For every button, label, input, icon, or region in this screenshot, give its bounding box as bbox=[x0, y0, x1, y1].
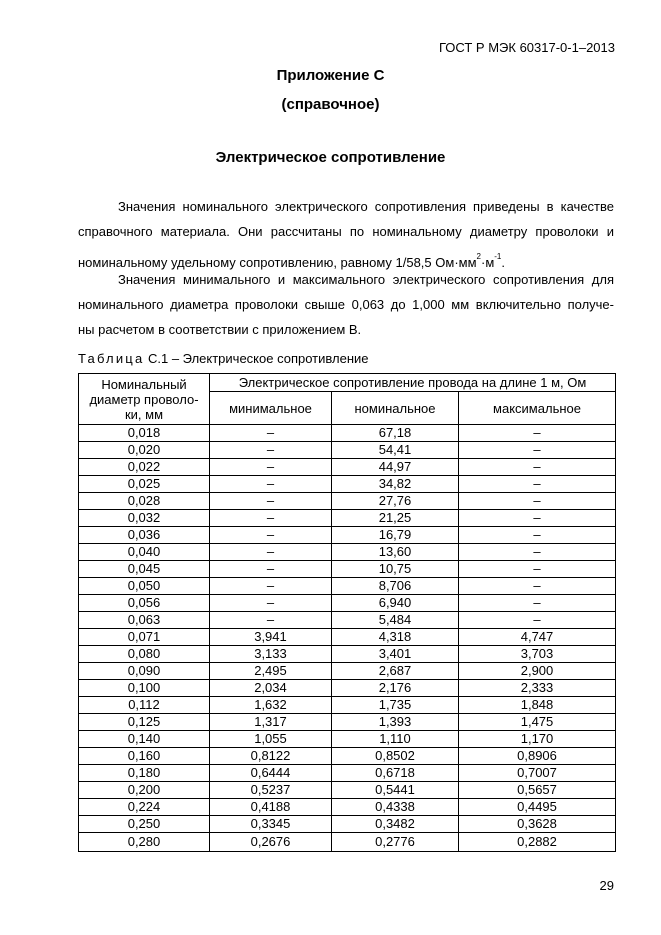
cell-minimum: 3,133 bbox=[210, 646, 332, 663]
cell-maximum: – bbox=[459, 459, 616, 476]
cell-diameter: 0,022 bbox=[79, 459, 210, 476]
cell-minimum: 0,6444 bbox=[210, 765, 332, 782]
cell-nominal: 67,18 bbox=[332, 425, 459, 442]
cell-nominal: 13,60 bbox=[332, 544, 459, 561]
cell-nominal: 16,79 bbox=[332, 527, 459, 544]
cell-diameter: 0,160 bbox=[79, 748, 210, 765]
table-row bbox=[79, 663, 616, 680]
cell-maximum: 0,8906 bbox=[459, 748, 616, 765]
table-row bbox=[79, 765, 616, 782]
cell-nominal: 2,176 bbox=[332, 680, 459, 697]
cell-diameter: 0,125 bbox=[79, 714, 210, 731]
cell-diameter: 0,080 bbox=[79, 646, 210, 663]
exponent-m: -1 bbox=[494, 252, 502, 261]
cell-maximum: – bbox=[459, 578, 616, 595]
cell-nominal: 0,8502 bbox=[332, 748, 459, 765]
table-row bbox=[79, 731, 616, 748]
appendix-subtitle: (справочное) bbox=[281, 96, 380, 113]
cell-maximum: 3,703 bbox=[459, 646, 616, 663]
cell-maximum: – bbox=[459, 476, 616, 493]
table-row bbox=[79, 578, 616, 595]
cell-nominal: 10,75 bbox=[332, 561, 459, 578]
cell-maximum: – bbox=[459, 510, 616, 527]
table-row bbox=[79, 629, 616, 646]
cell-nominal: 1,110 bbox=[332, 731, 459, 748]
cell-maximum: – bbox=[459, 612, 616, 629]
cell-diameter: 0,071 bbox=[79, 629, 210, 646]
cell-maximum: – bbox=[459, 425, 616, 442]
cell-minimum: – bbox=[210, 612, 332, 629]
table-row bbox=[79, 782, 616, 799]
cell-maximum: – bbox=[459, 442, 616, 459]
cell-diameter: 0,028 bbox=[79, 493, 210, 510]
cell-minimum: – bbox=[210, 527, 332, 544]
cell-diameter: 0,180 bbox=[79, 765, 210, 782]
cell-minimum: 3,941 bbox=[210, 629, 332, 646]
table-row bbox=[79, 833, 616, 852]
header-diameter: Номинальный диаметр проволо-ки, мм bbox=[79, 374, 210, 425]
table-caption-text: C.1 – Электрическое сопротивление bbox=[144, 351, 369, 366]
cell-nominal: 54,41 bbox=[332, 442, 459, 459]
table-row bbox=[79, 544, 616, 561]
cell-minimum: – bbox=[210, 595, 332, 612]
cell-diameter: 0,056 bbox=[79, 595, 210, 612]
cell-nominal: 27,76 bbox=[332, 493, 459, 510]
cell-minimum: 0,8122 bbox=[210, 748, 332, 765]
cell-maximum: 0,5657 bbox=[459, 782, 616, 799]
cell-maximum: 1,848 bbox=[459, 697, 616, 714]
table-row bbox=[79, 714, 616, 731]
cell-maximum: 1,170 bbox=[459, 731, 616, 748]
cell-maximum: – bbox=[459, 527, 616, 544]
table-row bbox=[79, 459, 616, 476]
cell-diameter: 0,032 bbox=[79, 510, 210, 527]
cell-minimum: 1,632 bbox=[210, 697, 332, 714]
cell-maximum: – bbox=[459, 561, 616, 578]
cell-maximum: 0,2882 bbox=[459, 833, 616, 852]
resistance-table bbox=[78, 373, 616, 852]
cell-nominal: 4,318 bbox=[332, 629, 459, 646]
cell-minimum: – bbox=[210, 510, 332, 527]
cell-minimum: – bbox=[210, 459, 332, 476]
cell-nominal: 0,6718 bbox=[332, 765, 459, 782]
cell-maximum: – bbox=[459, 544, 616, 561]
cell-minimum: – bbox=[210, 442, 332, 459]
table-row bbox=[79, 680, 616, 697]
cell-nominal: 34,82 bbox=[332, 476, 459, 493]
cell-nominal: 21,25 bbox=[332, 510, 459, 527]
cell-diameter: 0,018 bbox=[79, 425, 210, 442]
paragraph-min-max-resistance bbox=[78, 267, 614, 342]
paragraph-line: номинального диаметра проволоки свыше 0,063 до 1,000 мм включительно получе- bbox=[78, 297, 614, 312]
cell-minimum: 0,4188 bbox=[210, 799, 332, 816]
cell-diameter: 0,020 bbox=[79, 442, 210, 459]
cell-minimum: 2,495 bbox=[210, 663, 332, 680]
cell-minimum: 0,3345 bbox=[210, 816, 332, 833]
cell-maximum: 0,3628 bbox=[459, 816, 616, 833]
cell-nominal: 5,484 bbox=[332, 612, 459, 629]
cell-diameter: 0,090 bbox=[79, 663, 210, 680]
table-caption-label: Таблица bbox=[78, 351, 145, 366]
cell-diameter: 0,063 bbox=[79, 612, 210, 629]
table-row bbox=[79, 816, 616, 833]
cell-maximum: 1,475 bbox=[459, 714, 616, 731]
page-number: 29 bbox=[599, 878, 614, 893]
cell-minimum: 1,055 bbox=[210, 731, 332, 748]
cell-diameter: 0,036 bbox=[79, 527, 210, 544]
paragraph-line: Значения минимального и максимального электрического сопротивления для bbox=[118, 272, 614, 287]
cell-minimum: – bbox=[210, 476, 332, 493]
sentence-end: . bbox=[501, 255, 506, 270]
unit-meter: ·м bbox=[480, 255, 495, 270]
table-row bbox=[79, 493, 616, 510]
cell-diameter: 0,250 bbox=[79, 816, 210, 833]
appendix-title: Приложение C bbox=[276, 67, 385, 84]
cell-nominal: 6,940 bbox=[332, 595, 459, 612]
cell-nominal: 44,97 bbox=[332, 459, 459, 476]
table-row bbox=[79, 510, 616, 527]
paragraph-line: ны расчетом в соответствии с приложением B. bbox=[78, 322, 362, 337]
cell-minimum: 1,317 bbox=[210, 714, 332, 731]
header-nominal: номинальное bbox=[332, 392, 459, 425]
cell-diameter: 0,112 bbox=[79, 697, 210, 714]
header-resistance-group: Электрическое сопротивление провода на длине 1 м, Ом bbox=[210, 374, 616, 392]
table-row bbox=[79, 595, 616, 612]
cell-minimum: 0,2676 bbox=[210, 833, 332, 852]
table-body bbox=[79, 425, 616, 852]
table-row bbox=[79, 561, 616, 578]
cell-nominal: 1,735 bbox=[332, 697, 459, 714]
cell-diameter: 0,025 bbox=[79, 476, 210, 493]
cell-nominal: 2,687 bbox=[332, 663, 459, 680]
table-row bbox=[79, 442, 616, 459]
cell-minimum: – bbox=[210, 425, 332, 442]
cell-maximum: – bbox=[459, 493, 616, 510]
cell-maximum: 4,747 bbox=[459, 629, 616, 646]
table-row bbox=[79, 748, 616, 765]
cell-minimum: – bbox=[210, 578, 332, 595]
cell-diameter: 0,040 bbox=[79, 544, 210, 561]
exponent-mm: 2 bbox=[476, 252, 481, 261]
cell-minimum: 0,5237 bbox=[210, 782, 332, 799]
cell-nominal: 3,401 bbox=[332, 646, 459, 663]
cell-minimum: 2,034 bbox=[210, 680, 332, 697]
cell-maximum: – bbox=[459, 595, 616, 612]
table-row bbox=[79, 612, 616, 629]
cell-diameter: 0,140 bbox=[79, 731, 210, 748]
table-row bbox=[79, 476, 616, 493]
cell-diameter: 0,224 bbox=[79, 799, 210, 816]
table-row bbox=[79, 425, 616, 442]
paragraph-line: справочного материала. Они рассчитаны по номинальному диаметру проволоки и bbox=[78, 224, 614, 239]
cell-nominal: 0,5441 bbox=[332, 782, 459, 799]
cell-diameter: 0,100 bbox=[79, 680, 210, 697]
cell-maximum: 0,7007 bbox=[459, 765, 616, 782]
table-row bbox=[79, 646, 616, 663]
header-maximum: максимальное bbox=[459, 392, 616, 425]
cell-maximum: 2,333 bbox=[459, 680, 616, 697]
table-row bbox=[79, 697, 616, 714]
cell-nominal: 0,2776 bbox=[332, 833, 459, 852]
cell-diameter: 0,200 bbox=[79, 782, 210, 799]
cell-nominal: 0,3482 bbox=[332, 816, 459, 833]
cell-nominal: 8,706 bbox=[332, 578, 459, 595]
table-caption bbox=[78, 351, 369, 366]
section-title: Электрическое сопротивление bbox=[215, 149, 446, 166]
cell-diameter: 0,050 bbox=[79, 578, 210, 595]
paragraph-nominal-resistance bbox=[78, 194, 614, 269]
cell-nominal: 1,393 bbox=[332, 714, 459, 731]
cell-minimum: – bbox=[210, 544, 332, 561]
header-minimum: минимальное bbox=[210, 392, 332, 425]
cell-maximum: 2,900 bbox=[459, 663, 616, 680]
cell-minimum: – bbox=[210, 493, 332, 510]
cell-diameter: 0,280 bbox=[79, 833, 210, 852]
cell-maximum: 0,4495 bbox=[459, 799, 616, 816]
cell-nominal: 0,4338 bbox=[332, 799, 459, 816]
document-header: ГОСТ Р МЭК 60317-0-1–2013 bbox=[439, 40, 615, 55]
resistivity-text: номинальному удельному сопротивлению, равному 1/58,5 Ом·мм bbox=[78, 255, 477, 270]
paragraph-line bbox=[78, 244, 614, 269]
table-row bbox=[79, 527, 616, 544]
table-row bbox=[79, 799, 616, 816]
cell-minimum: – bbox=[210, 561, 332, 578]
paragraph-line: Значения номинального электрического сопротивления приведены в качестве bbox=[118, 199, 614, 214]
cell-diameter: 0,045 bbox=[79, 561, 210, 578]
